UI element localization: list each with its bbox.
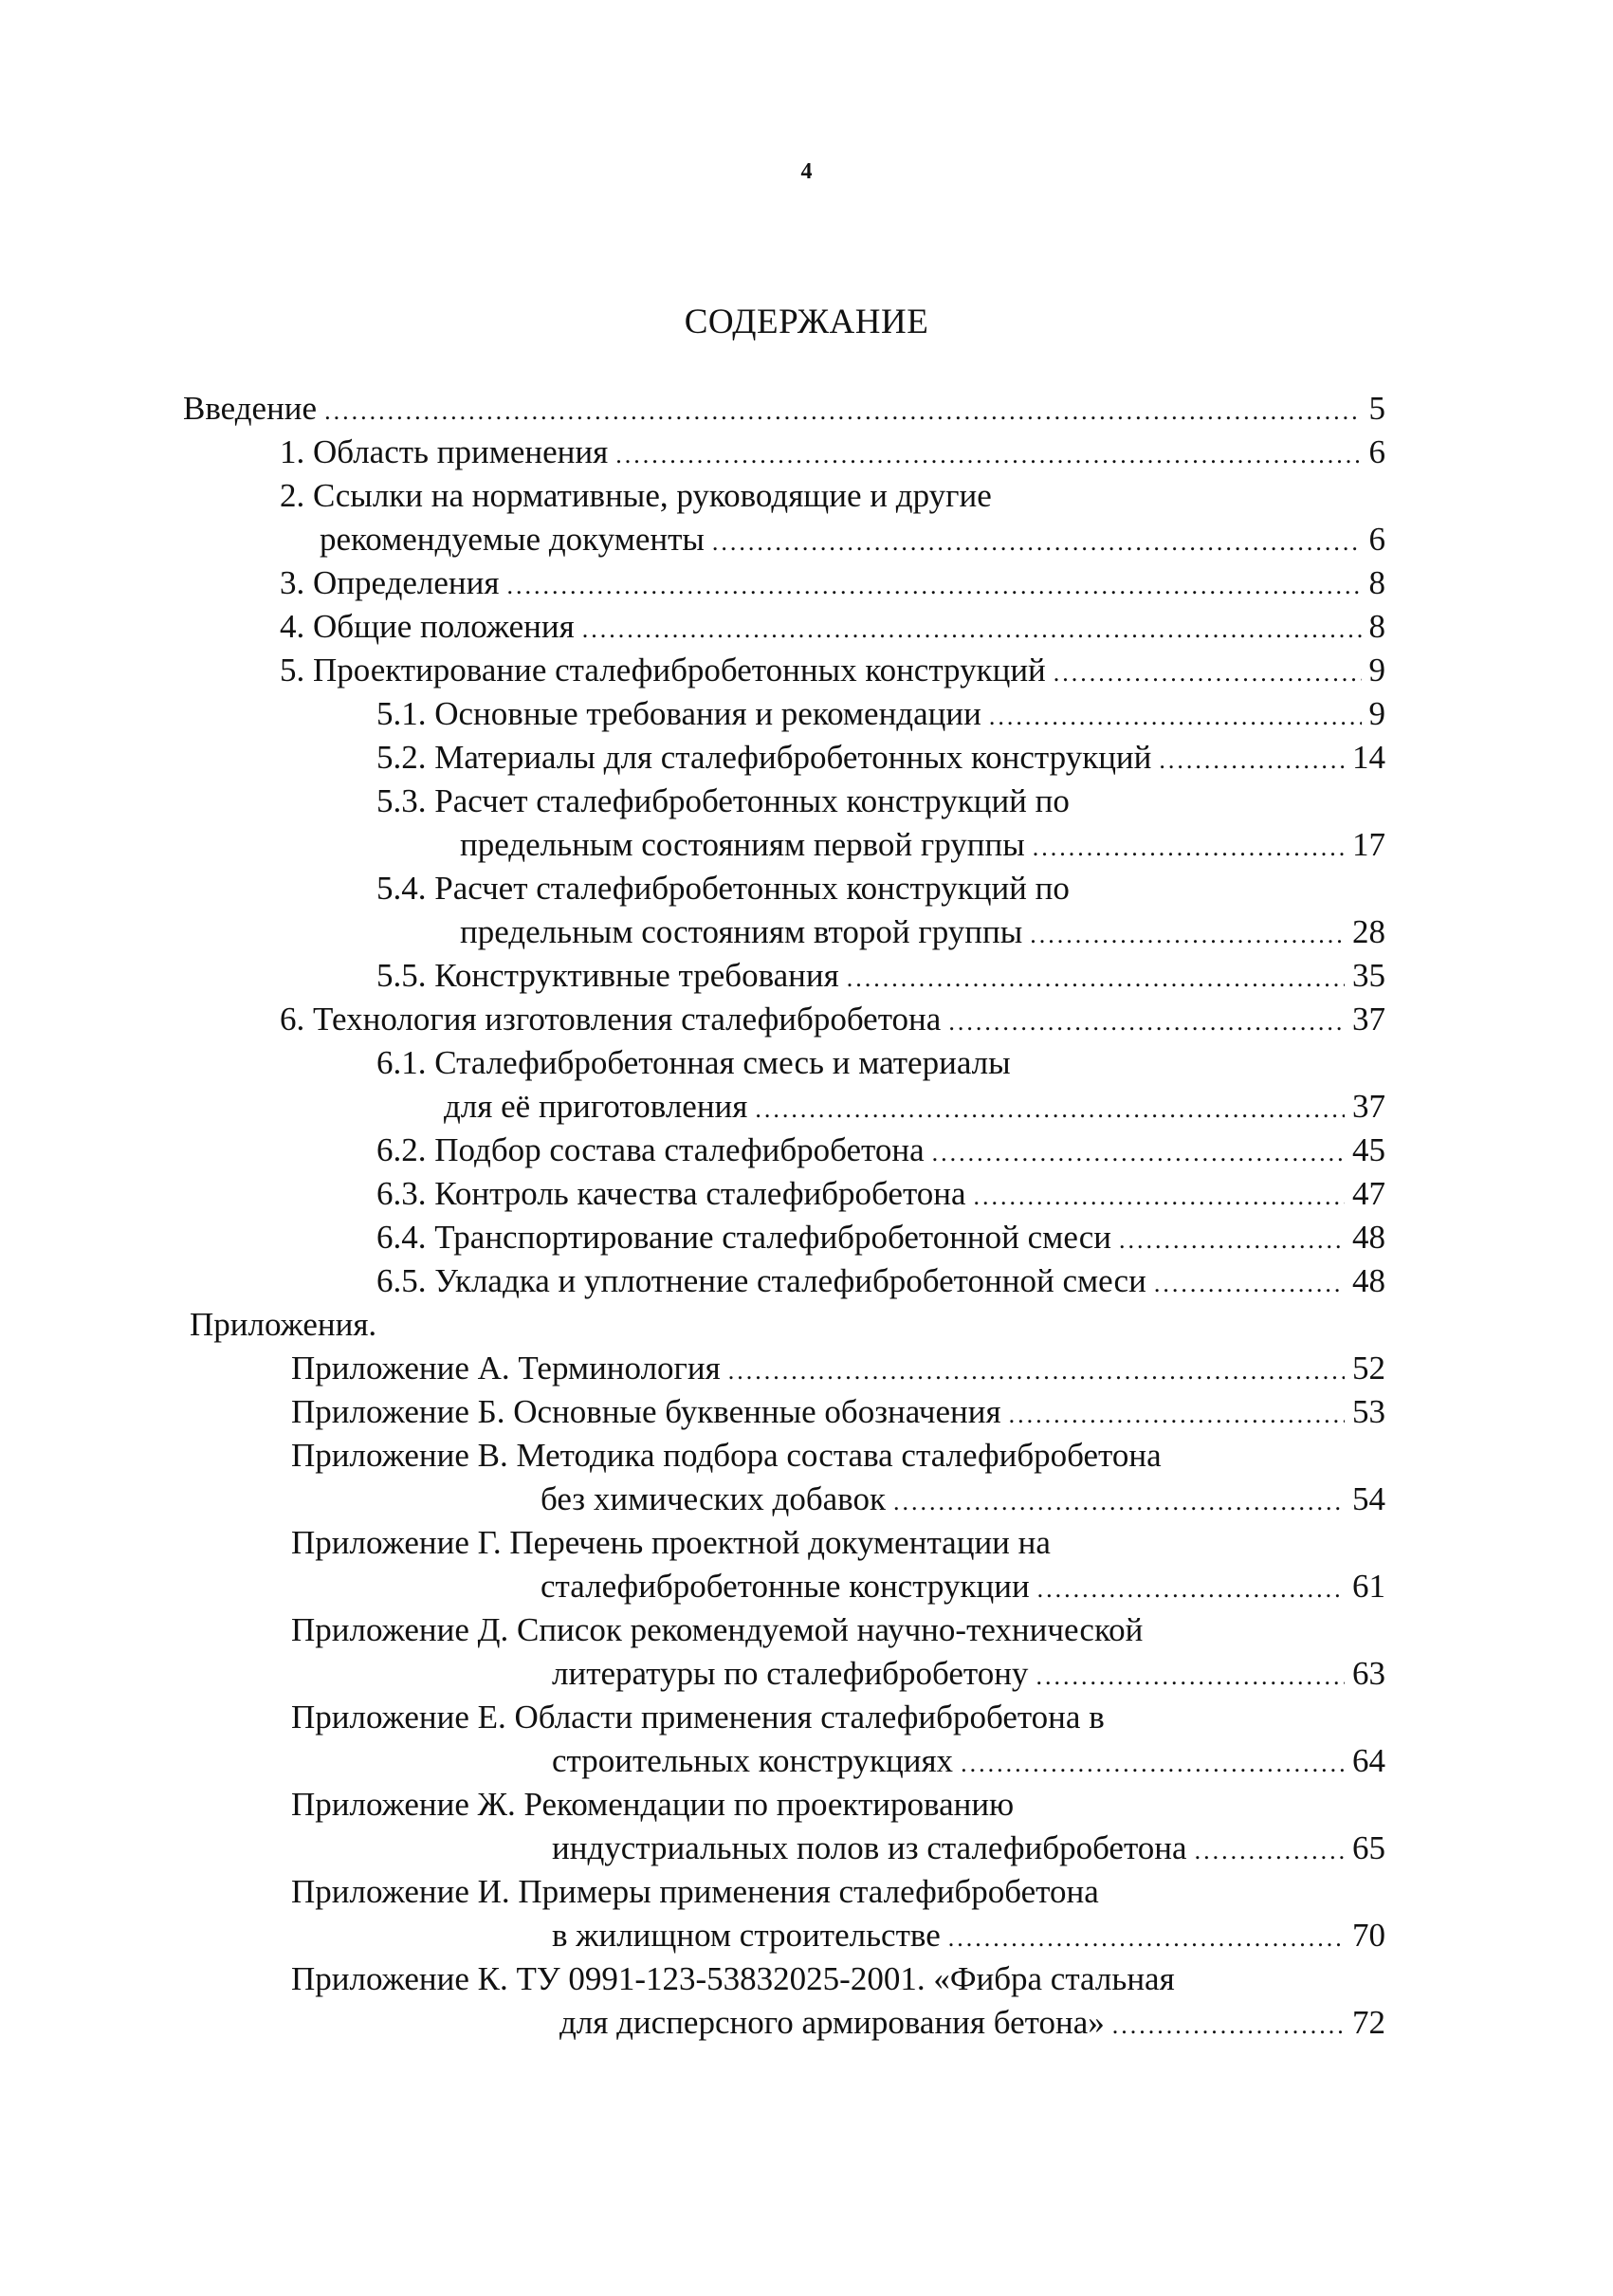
toc-entry-page: 63 [1352,1655,1385,1692]
toc-entry-text: Приложение К. ТУ 0991-123-53832025-2001. «Фибра стальная [291,1960,1175,1997]
toc-entry-text: строительных конструкциях [552,1742,954,1779]
toc-leader-dots [582,608,1362,652]
toc-entry-appendix-v-line-2 [541,1478,1385,1521]
toc-entry-text: 5. Проектирование сталефибробетонных конструкций [280,652,1046,689]
toc-entry-text: для дисперсного армирования бетона» [559,2004,1105,2041]
toc-entry-text: Приложение В. Методика подбора состава сталефибробетона [291,1437,1162,1474]
toc-entry-page: 45 [1352,1131,1385,1168]
toc-entry-section-6-1-line-1 [376,1041,1385,1085]
toc-entry-text: 6.1. Сталефибробетонная смесь и материалы [376,1044,1011,1081]
toc-entry-text: индустриальных полов из сталефибробетона [552,1829,1187,1866]
toc-entry-text: Введение [183,390,318,427]
toc-entry-appendix-zh-line-2 [552,1827,1385,1870]
toc-entry-text: в жилищном строительстве [552,1917,941,1954]
toc-appendices-heading [190,1303,1385,1347]
toc-entry-appendix-i-line-2 [552,1914,1385,1957]
toc-entry-page: 28 [1352,913,1385,950]
toc-entry-page: 70 [1352,1917,1385,1954]
toc-entry-page: 37 [1352,1088,1385,1125]
toc-entry-text: 1. Область применения [280,433,609,470]
toc-entry-section-6-5 [376,1259,1385,1303]
toc-entry-section-5-3-line-2 [460,823,1385,867]
toc-leader-dots [1195,1829,1345,1873]
toc-entry-text: 5.4. Расчет сталефибробетонных конструкций по [376,870,1070,907]
toc-entry-section-2-line-2 [320,518,1385,561]
toc-entry-text: 5.1. Основные требования и рекомендации [376,695,981,732]
toc-entry-text: Приложение Е. Области применения сталефибробетона в [291,1699,1105,1736]
toc-entry-appendix-d-line-2 [552,1652,1385,1696]
toc-entry-page: 8 [1368,564,1385,601]
toc-entry-section-6-4 [376,1216,1385,1259]
toc-entry-section-1 [280,431,1385,474]
toc-entry-appendix-g-line-2 [541,1565,1385,1608]
toc-title: СОДЕРЖАНИЕ [684,303,929,341]
toc-entry-text: для её приготовления [444,1088,748,1125]
toc-entry-page: 9 [1368,652,1385,689]
toc-entry-page: 61 [1352,1568,1385,1605]
toc-entry-text: 2. Ссылки на нормативные, руководящие и другие [280,477,992,514]
toc-leader-dots [974,1175,1345,1219]
toc-leader-dots [1159,739,1345,782]
toc-entry-section-5-4-line-2 [460,910,1385,954]
toc-leader-dots [1033,826,1345,870]
toc-leader-dots [506,564,1361,608]
toc-leader-dots [1112,2004,1345,2048]
toc-entry-section-3 [280,561,1385,605]
toc-entry-page: 6 [1368,521,1385,558]
toc-leader-dots [1009,1393,1345,1437]
toc-entry-text: 6.3. Контроль качества сталефибробетона [376,1175,966,1212]
toc-entry-section-6-3 [376,1172,1385,1216]
toc-entry-text: 5.3. Расчет сталефибробетонных конструкций по [376,782,1070,819]
toc-entry-appendix-e-line-1 [291,1696,1385,1739]
toc-entry-text: Приложение Г. Перечень проектной документации на [291,1524,1051,1561]
toc-leader-dots [755,1088,1345,1131]
toc-leader-dots [1054,652,1362,695]
toc-entry-section-6-1-line-2 [444,1085,1385,1129]
toc-leader-dots [615,433,1361,477]
toc-leader-dots [961,1742,1345,1786]
toc-entry-appendix-g-line-1 [291,1521,1385,1565]
toc-leader-dots [948,1917,1345,1960]
toc-entry-page: 48 [1352,1262,1385,1299]
toc-entry-page: 47 [1352,1175,1385,1212]
toc-entry-page: 52 [1352,1350,1385,1387]
toc-entry-section-5-2 [376,736,1385,780]
toc-entry-text: рекомендуемые документы [320,521,705,558]
toc-entry-appendix-a [291,1347,1385,1390]
toc-entry-section-5-5 [376,954,1385,998]
toc-entry-page: 54 [1352,1480,1385,1517]
toc-entry-page: 9 [1368,695,1385,732]
toc-entry-text: предельным состояниям второй группы [460,913,1023,950]
toc-leader-dots [728,1350,1345,1393]
toc-leader-dots [1030,913,1345,957]
toc-entry-page: 53 [1352,1393,1385,1430]
toc-leader-dots [1036,1655,1345,1699]
toc-leader-dots [893,1480,1345,1524]
toc-leader-dots [932,1131,1345,1175]
toc-entry-text: Приложение Б. Основные буквенные обозначения [291,1393,1001,1430]
toc-entry-text: 4. Общие положения [280,608,575,645]
toc-entry-page: 65 [1352,1829,1385,1866]
toc-entry-appendix-v-line-1 [291,1434,1385,1478]
toc-entry-intro [183,387,1385,431]
toc-entry-text: 6. Технология изготовления сталефибробетона [280,1001,942,1038]
toc-entry-page: 17 [1352,826,1385,863]
toc-entry-appendix-k-line-2 [559,2001,1385,2045]
toc-entry-section-6 [280,998,1385,1041]
toc-entry-page: 37 [1352,1001,1385,1038]
toc-leader-dots [948,1001,1345,1044]
toc-entry-page: 14 [1352,739,1385,776]
toc-entry-section-2-line-1 [280,474,1385,518]
toc-entry-page: 5 [1368,390,1385,427]
toc-entry-text: сталефибробетонные конструкции [541,1568,1030,1605]
toc-entry-section-5 [280,649,1385,692]
toc-entry-page: 64 [1352,1742,1385,1779]
toc-leader-dots [1037,1568,1345,1611]
toc-entry-text: предельным состояниям первой группы [460,826,1025,863]
toc-entry-page: 8 [1368,608,1385,645]
toc-entry-section-6-2 [376,1129,1385,1172]
toc-entry-page: 72 [1352,2004,1385,2041]
toc-entry-appendix-d-line-1 [291,1608,1385,1652]
toc-leader-dots [712,521,1362,564]
toc-entry-text: 6.2. Подбор состава сталефибробетона [376,1131,925,1168]
toc-entry-text: Приложения. [190,1306,377,1343]
page-number: 4 [800,159,813,184]
toc-entry-section-4 [280,605,1385,649]
toc-entry-text: без химических добавок [541,1480,886,1517]
toc-entry-text: Приложение Ж. Рекомендации по проектированию [291,1786,1015,1823]
toc-entry-page: 35 [1352,957,1385,994]
toc-entry-text: Приложение Д. Список рекомендуемой научно-технической [291,1611,1144,1648]
toc-leader-dots [847,957,1345,1001]
toc-entry-text: Приложение И. Примеры применения сталефибробетона [291,1873,1099,1910]
toc-entry-page: 48 [1352,1219,1385,1256]
toc-entry-section-5-1 [376,692,1385,736]
toc-leader-dots [989,695,1362,739]
toc-entry-appendix-e-line-2 [552,1739,1385,1783]
toc-leader-dots [324,390,1361,433]
toc-entry-text: 5.5. Конструктивные требования [376,957,839,994]
toc-entry-appendix-i-line-1 [291,1870,1385,1914]
toc-entry-text: 6.4. Транспортирование сталефибробетонной смеси [376,1219,1111,1256]
toc-leader-dots [1119,1219,1345,1262]
toc-entry-text: 3. Определения [280,564,500,601]
toc-entry-text: 6.5. Укладка и уплотнение сталефибробетонной смеси [376,1262,1146,1299]
toc-leader-dots [1154,1262,1345,1306]
toc-entry-text: Приложение А. Терминология [291,1350,721,1387]
toc-entry-appendix-k-line-1 [291,1957,1385,2001]
toc-entry-section-5-3-line-1 [376,780,1385,823]
toc-entry-appendix-b [291,1390,1385,1434]
toc-entry-appendix-zh-line-1 [291,1783,1385,1827]
toc-entry-text: 5.2. Материалы для сталефибробетонных конструкций [376,739,1152,776]
toc-entry-page: 6 [1368,433,1385,470]
toc-entry-section-5-4-line-1 [376,867,1385,910]
toc-entry-text: литературы по сталефибробетону [552,1655,1029,1692]
